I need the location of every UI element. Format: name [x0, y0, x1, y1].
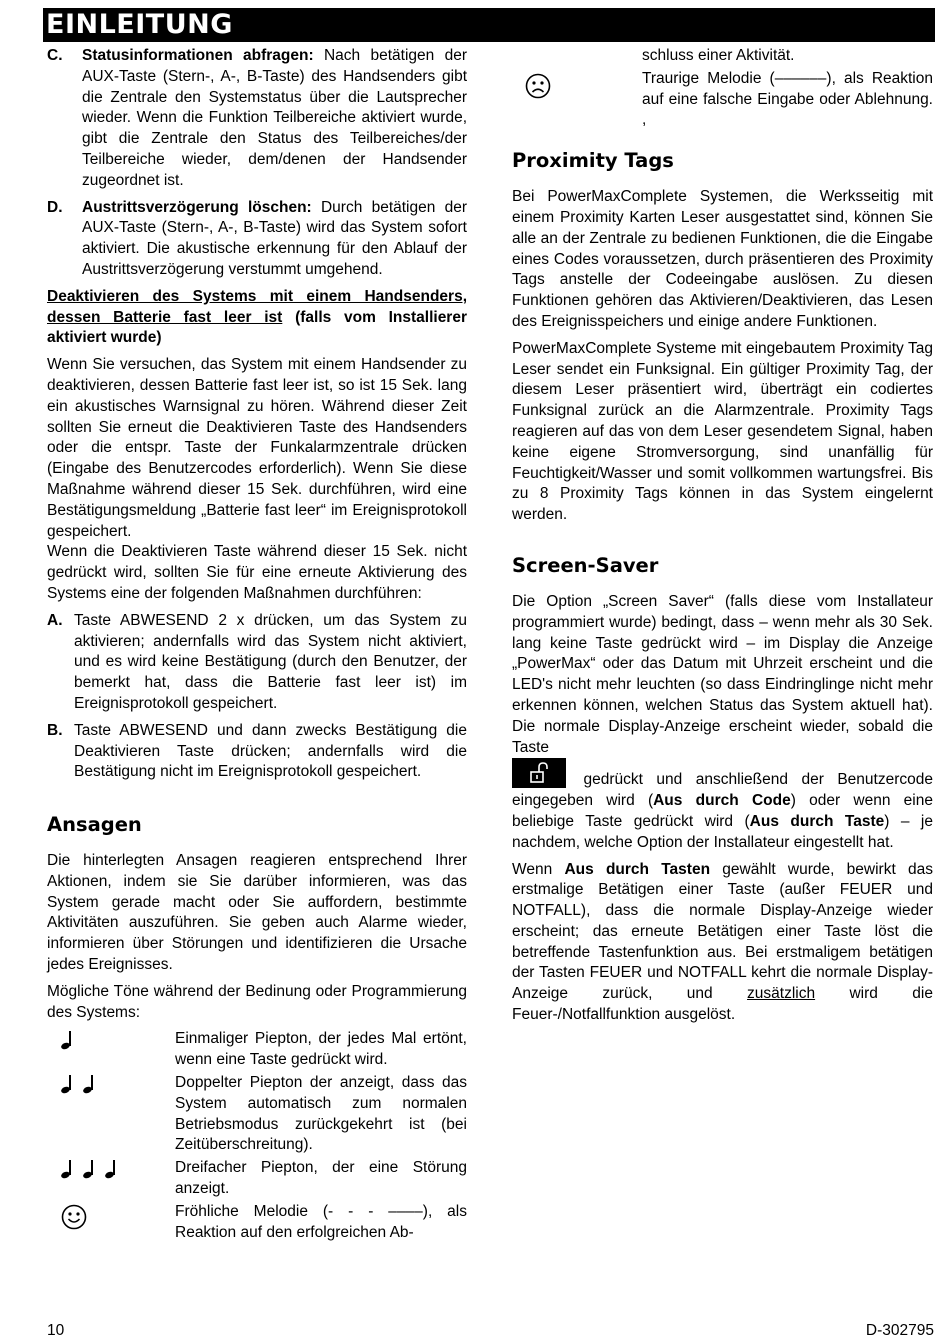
screen-saver-paragraph-2 — [512, 860, 933, 1026]
item-a-text: Taste ABWESEND 2 x drücken, um das System zu aktivieren; andernfalls wird das System nicht aktiviert, und es wird keine Bestätigung (durch den Benutzer, der bemerkt hat, dass die Batterie fast leer ist) im Ereignisprotokoll gespeichert. — [74, 611, 467, 712]
item-d-label: D. — [47, 198, 63, 216]
item-d — [47, 198, 467, 281]
tone-double-text: Doppelter Piepton der anzeigt, dass das System automatisch zum normalen Betriebsmodus zurückgekehrt ist (bei Zeitüberschreitung). — [175, 1074, 467, 1154]
low-battery-title-rest: (falls vom Installierer aktiviert wurde) — [47, 308, 467, 347]
tone-happy-continued-text: schluss einer Aktivität. — [642, 47, 795, 64]
tone-happy-continued — [512, 46, 933, 67]
page-number: 10 — [47, 1322, 65, 1339]
screen-saver-text-d: ) – je nachdem, welche Option der Installateur eingestellt hat. — [512, 812, 933, 851]
item-d-text: Durch betätigen der AUX-Taste (Stern-, A-, B-Taste) wird das System sofort aktiviert. Die akustische erkennung für den Ablauf der Austrittsverzögerung verstummt umgehend. — [82, 198, 468, 278]
screen-saver-text-a: Die Option „Screen Saver“ (falls diese vom Installateur programmiert wurde) bedingt, dass – wenn mehr als 30 Sek. lang keine Taste gedrückt wird – im Display die Anzeige „PowerMax“ oder das Datum mit Uhrzeit erscheint und die LED's nicht mehr leuchten (so dass Eindringlinge nicht mehr erkennen können, welchen Status das System aktuell hat). Die normale Display-Anzeige erscheint wieder, sobald die Taste — [512, 592, 933, 756]
tone-single — [47, 1029, 467, 1071]
screen-saver-text-b: gedrückt und anschließend der Benutzercode eingegeben wird ( — [512, 771, 933, 810]
ansagen-paragraph-2: Mögliche Töne während der Bedinung oder Programmierung des Systems: — [47, 982, 467, 1021]
tone-single-text: Einmaliger Piepton, der jedes Mal ertönt, wenn eine Taste gedrückt wird. — [175, 1030, 467, 1069]
right-column — [512, 46, 933, 1032]
screen-saver-aus-durch-tasten: Aus durch Tasten — [564, 860, 711, 878]
item-c-text: Nach betätigen der AUX-Taste (Stern-, A-, B-Taste) des Handsenders gibt die Zentrale den Systemstatus über die Lautsprecher wieder. Wenn die Funktion Teilbereiche aktiviert wurde, gibt die Zentrale den Status des Teilbereiches/der Teilbereiche wieder, dem/denen der Handsender zugeordnet ist. — [82, 47, 467, 189]
ansagen-heading: Ansagen — [47, 813, 142, 837]
item-a-label: A. — [47, 611, 63, 629]
tone-happy — [47, 1202, 467, 1244]
tone-triple — [47, 1158, 467, 1200]
section-header: EINLEITUNG — [43, 8, 935, 42]
low-battery-title-underlined: Deaktivieren des Systems mit einem Handsenders, dessen Batterie fast leer ist — [47, 287, 467, 326]
happy-face-icon — [47, 1202, 175, 1224]
screen-saver-aus-durch-taste: Aus durch Taste — [749, 812, 885, 830]
sad-face-icon — [512, 69, 642, 109]
screen-saver-zusaetzlich: zusätzlich — [747, 985, 816, 1003]
ansagen-paragraph-1: Die hinterlegten Ansagen reagieren entsprechend Ihrer Aktionen, indem sie Sie darüber informieren, was das System gerade macht oder Sie auffordern, bestimmte Aktivitäten auszuführen. Sie geben auch Alarme wieder, informieren über Störungen und identifizieren die Ursache jedes Ereignisses. — [47, 852, 467, 974]
screen-saver-aus-durch-code: Aus durch Code — [653, 792, 791, 810]
item-b-text: Taste ABWESEND und dann zwecks Bestätigung die Deaktivieren Taste drücken; andernfalls wird die Bestätigung nicht im Ereignisprotokoll gespeichert. — [74, 721, 467, 781]
tone-happy-text: Fröhliche Melodie (- - - ––––), als Reaktion auf den erfolgreichen Ab- — [175, 1202, 467, 1241]
tone-sad — [512, 69, 933, 131]
low-battery-paragraph-1: Wenn Sie versuchen, das System mit einem Handsender zu deaktivieren, dessen Batterie fast leer ist, so ist 15 Sek. lang ein akustisches Warnsignal zu hören. Während dieser Zeit sollten Sie erneut die Deaktivieren Taste des Handsenders oder die entspr. Taste der Funkalarmzentrale drücken (Eingabe des Benutzercodes erforderlich). Wenn Sie diese Maßnahme während dieser 15 Sek. durchführen, wird eine Bestätigungsmeldung „Batterie fast leer“ im Ereignisprotokoll gespeichert. — [47, 356, 467, 540]
screen-saver-paragraph-1 — [512, 592, 933, 854]
screen-saver-p2-b: gewählt wurde, bewirkt das erstmalige Betätigen einer Taste (außer FEUER und NOTFALL), dass die normale Display-Anzeige wieder erscheint; das erneute Betätigen einer Taste löst die betreffende Tastenfunktion aus. Bei erstmaligem betätigen der Tasten FEUER und NOTFALL kehrt die normale Display-Anzeige zurück, und — [512, 860, 933, 1003]
tone-sad-text: Traurige Melodie (––––––), als Reaktion auf eine falsche Eingabe oder Ablehnung. , — [642, 69, 933, 129]
low-battery-paragraph-2: Wenn die Deaktivieren Taste während dieser 15 Sek. nicht gedrückt wird, sollten Sie für eine erneute Aktivierung des Systems eine der folgenden Maßnahmen durchführen: — [47, 543, 467, 602]
tone-triple-text: Dreifacher Piepton, der eine Störung anzeigt. — [175, 1159, 467, 1198]
item-b — [47, 721, 467, 783]
item-c — [47, 46, 467, 192]
double-note-icon — [47, 1073, 175, 1095]
single-note-icon — [47, 1029, 175, 1051]
proximity-heading: Proximity Tags — [512, 149, 674, 173]
item-b-label: B. — [47, 721, 63, 739]
screen-saver-p2-c: wird die Feuer-/Notfallfunktion ausgelöst. — [512, 985, 933, 1024]
low-battery-title — [47, 287, 467, 349]
proximity-paragraph-2: PowerMaxComplete Systeme mit eingebautem Proximity Tag Leser sendet ein Funksignal. Ein gültiger Proximity Tag, der diesem Leser präsentiert wird, überträgt ein codiertes Funksignal zurück an die Alarmzentrale. Proximity Tags reagieren auf das von dem Leser gesendetem Signal, haben keine eigene Stromversorgung, sind unanfällig für Feuchtigkeit/Wasser und somit vollkommen wartungsfrei. Bis zu 8 Proximity Tags können in das System eingelernt werden. — [512, 339, 933, 524]
tone-double — [47, 1073, 467, 1156]
screen-saver-heading: Screen-Saver — [512, 553, 659, 577]
left-column — [47, 46, 467, 1245]
screen-saver-text-c: ) oder wenn eine beliebige Taste gedrückt wird ( — [512, 792, 933, 830]
item-d-title: Austrittsverzögerung löschen: — [82, 198, 312, 216]
screen-saver-p2-a: Wenn — [512, 860, 565, 878]
item-c-title: Statusinformationen abfragen: — [82, 47, 314, 64]
unlock-key-icon — [512, 758, 566, 788]
item-c-label: C. — [47, 47, 63, 64]
document-number: D-302795 — [865, 1322, 934, 1339]
triple-note-icon — [47, 1158, 175, 1180]
item-a — [47, 611, 467, 715]
proximity-paragraph-1: Bei PowerMaxComplete Systemen, die Werksseitig mit einem Proximity Karten Leser ausgestattet sind, können Sie alle an der Zentrale zu bedienen Funktionen, die die Eingabe eines Codes voraussetzen, durch präsentieren des Proximity Tags anstelle der Codeeingabe auslösen. Zu diesen Funktionen gehören das Aktivieren/Deaktivieren, das Lesen des Ereignisspeichers und einige andere Funktionen. — [512, 188, 933, 330]
